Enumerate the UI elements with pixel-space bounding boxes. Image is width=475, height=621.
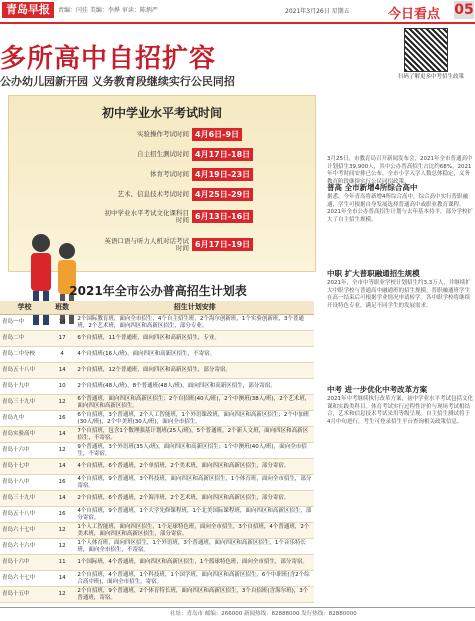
article-paragraph-2: 2021年，全市中等职业学校计划招生约3.3万人，并继续扩大中职学校与普通高中融通班的招生规模。普职融通班学生在高一结束后可根据学业情况申请转学。各中职学校将继续开设特色专业，满足不同学生的发展需求。 bbox=[327, 280, 471, 309]
issue-date: 2021年3月26日 星期五 bbox=[285, 8, 350, 15]
exam-name: 艺术、信息技术考试时间 bbox=[117, 190, 189, 198]
classes-cell: 14 bbox=[49, 427, 76, 443]
table-header-row bbox=[0, 301, 314, 315]
plan-cell: 6个自招班，11个普通班，面向四区和高新区招生，专业。 bbox=[75, 331, 314, 347]
table-body bbox=[0, 315, 314, 603]
newspaper-logo: 青岛早报 bbox=[2, 2, 54, 18]
exam-date-badge: 4月25日-29日 bbox=[192, 188, 253, 201]
classes-cell: 16 bbox=[49, 507, 76, 523]
table-row bbox=[0, 491, 314, 507]
school-cell: 青岛十五中 bbox=[0, 587, 49, 603]
table-row bbox=[0, 459, 314, 475]
plan-cell: 2个自招班，9个普通班，2个体育特长班，面向四区和高新区招生，3个自招班(含海尔班)，3个普通班，寄宿。 bbox=[75, 587, 314, 603]
school-cell: 青岛二中 bbox=[0, 331, 49, 347]
classes-cell: 12 bbox=[49, 395, 76, 411]
plan-cell: 4个自招班，6个普通班，2个单招班，2个美术班，面向四区和高新区招生，部分寄宿。 bbox=[75, 459, 314, 475]
exam-date-badge: 4月6日-9日 bbox=[192, 128, 242, 141]
classes-cell: 12 bbox=[49, 539, 76, 555]
plan-cell: 2个自招班，4个普通班，1个科技班，1个国学班，面向四区和高新区招生，6个中职班(含2个综合高中班)，面向全市招生，寄宿。 bbox=[75, 571, 314, 587]
exam-name: 自主招生测试时间 bbox=[137, 150, 189, 158]
exam-row bbox=[104, 238, 304, 258]
classes-cell: 14 bbox=[49, 459, 76, 475]
table-row bbox=[0, 427, 314, 443]
footer-text: 社址：青岛市 邮编：266000 新闻热线：82888000 发行热线：82880000 bbox=[170, 611, 357, 617]
table-row bbox=[0, 411, 314, 427]
school-cell: 青岛十六中 bbox=[0, 443, 49, 459]
table-row bbox=[0, 475, 314, 491]
plan-cell: 6个自招班，3个普通班，2个人工智能班，1个外语课改班，面向四区和高新区招生；2个中加班(30人/班)，2个中美班(30人/班)，面向全市招生。 bbox=[75, 411, 314, 427]
school-cell: 青岛十七中 bbox=[0, 459, 49, 475]
table-row bbox=[0, 539, 314, 555]
plan-cell: 1个国际班，4个普通班，面向四区和高新区招生，1个篮球特色班，面向全市招生，部分寄宿。 bbox=[75, 555, 314, 571]
exam-row bbox=[104, 168, 304, 182]
exam-row bbox=[104, 188, 304, 202]
exam-schedule-title: 初中学业水平考试时间 bbox=[101, 106, 222, 120]
school-cell: 青岛六十七中 bbox=[0, 523, 49, 539]
exam-name: 实验操作考试时间 bbox=[137, 130, 189, 138]
exam-row bbox=[104, 148, 304, 162]
school-cell: 青岛三十九中 bbox=[0, 395, 49, 411]
table-row bbox=[0, 523, 314, 539]
exam-date-badge: 4月19日-23日 bbox=[192, 168, 253, 181]
school-cell: 青岛三十九中 bbox=[0, 491, 49, 507]
page-footer bbox=[0, 607, 475, 621]
classes-cell: 17 bbox=[49, 331, 76, 347]
classes-cell: 14 bbox=[49, 571, 76, 587]
school-cell: 青岛二中分校 bbox=[0, 347, 49, 363]
table-row bbox=[0, 571, 314, 587]
masthead bbox=[0, 0, 475, 24]
school-cell: 青岛十六中 bbox=[0, 555, 49, 571]
table-row bbox=[0, 507, 314, 523]
table-row bbox=[0, 395, 314, 411]
plan-cell: 2个国际教育班，面向全市招生，4个自主招生班，2个海尔创新班，1个实验创新班，3个普通班，2个艺术班，面向四区和高新区招生，部分专业。 bbox=[75, 315, 314, 331]
editor-credits: 责编：闫佳 美编：李烨 审读：陈炳严 bbox=[58, 7, 158, 14]
article-subhead-3: 中考 进一步优化中考改革方案 bbox=[327, 385, 428, 394]
qr-caption: 扫码了解更多中考招生政策 bbox=[397, 74, 464, 80]
classes-cell: 10 bbox=[49, 379, 76, 395]
column-header-classes: 班数 bbox=[49, 301, 76, 315]
article-paragraph-1: 据悉，今年青岛将新增4所综合高中，综合高中实行普职融通，学生可根据自身发展选择普通高中或职业教育课程。2021年全市公办普高招生计划与去年基本持平，部分学校扩大了自主招生规模。 bbox=[327, 194, 473, 223]
classes-cell: 16 bbox=[49, 411, 76, 427]
table-row bbox=[0, 315, 314, 331]
exam-row bbox=[104, 210, 304, 230]
plan-cell: 2个自招班，6个普通班，2个海洋班，2个艺术班，面向四区和高新区招生，部分寄宿。 bbox=[75, 491, 314, 507]
school-cell: 青岛五十八中 bbox=[0, 363, 49, 379]
exam-date-badge: 6月17日-19日 bbox=[192, 238, 253, 251]
enrollment-plan-table bbox=[0, 301, 314, 603]
subheadline: 公办幼儿园新开园 义务教育段继续实行公民同招 bbox=[0, 75, 235, 88]
exam-row bbox=[104, 128, 304, 142]
plan-cell: 2个自招班(48人/班)，8个普通班(48人/班)，面向四区和高新区招生，部分寄宿。 bbox=[75, 379, 314, 395]
column-header-school: 学校 bbox=[0, 301, 49, 315]
classes-cell: 16 bbox=[49, 475, 76, 491]
school-cell: 青岛十八中 bbox=[0, 475, 49, 491]
exam-name: 初中学业水平考试文化课科目时间 bbox=[104, 209, 189, 224]
plan-cell: 4个自招班(16人/班)，面向四区和高新区招生，不寄宿。 bbox=[75, 347, 314, 363]
plan-cell: 4个自招班，9个普通班，1个大学先修课程班，1个北美国际课程班，面向四区和高新区招生，部分寄宿。 bbox=[75, 507, 314, 523]
classes-cell: 14 bbox=[49, 491, 76, 507]
exam-schedule-box bbox=[8, 95, 316, 272]
classes-cell: 12 bbox=[49, 587, 76, 603]
table-row bbox=[0, 363, 314, 379]
article-intro: 3月25日，市教育局召开新闻发布会，2021年全市普通高中计划招生39,900人，其中公办普高招生占比约68%。2021年中考时间安排已公布，全市小学入学人数总体稳定，义务教育阶段继续实行公民同招政策。 bbox=[327, 156, 473, 185]
article-paragraph-3: 2021年中考继续执行改革方案，初中学业水平考试包括文化课和实践类科目。体育考试实行过程性评价与现场考试相结合，艺术和信息技术考试采用等级呈现。自主招生测试将于4月中旬进行，考生可登录招生平台查询相关政策信息。 bbox=[327, 396, 473, 425]
school-cell: 青岛六十七中 bbox=[0, 571, 49, 587]
article-subhead-2: 中职 扩大普职融通招生规模 bbox=[327, 269, 420, 278]
plan-cell: 2个自招班，12个普通班，面向四区和高新区招生，部分寄宿。 bbox=[75, 363, 314, 379]
headline: 多所高中自招扩容 bbox=[0, 44, 217, 74]
article-subhead-1: 普高 全市新增4所综合高中 bbox=[327, 183, 418, 192]
school-cell: 青岛一中 bbox=[0, 315, 49, 331]
table-row bbox=[0, 379, 314, 395]
exam-name: 英语口语与听力人机对话考试时间 bbox=[104, 237, 189, 252]
school-cell: 青岛五十八中 bbox=[0, 507, 49, 523]
plan-cell: 4个自招班，9个普通班，3个科技班，面向四区和高新区招生，1个体育班，面向全市招生，部分寄宿。 bbox=[75, 475, 314, 491]
exam-name: 体育考试时间 bbox=[150, 170, 189, 178]
exam-date-badge: 4月17日-18日 bbox=[192, 148, 253, 161]
classes-cell: 12 bbox=[49, 523, 76, 539]
table-row bbox=[0, 331, 314, 347]
classes-cell: 14 bbox=[49, 363, 76, 379]
plan-cell: 1个人工智能班，面向四区招生，1个足球特色班，面向全市招生，3个自招班，4个普通班，2个美术班，面向四区和高新区招生，部分寄宿。 bbox=[75, 523, 314, 539]
table-row bbox=[0, 443, 314, 459]
table-row bbox=[0, 587, 314, 603]
exam-date-badge: 6月13日-16日 bbox=[192, 210, 253, 223]
plan-cell: 1个人体育班，面向四区招生，1个外语班，3个普通班，面向四区和高新区招生，1个音乐特长班，面向全市招生，不寄宿。 bbox=[75, 539, 314, 555]
plan-cell: 6个普通班，面向四区和高新区招生；2个自招班(40人/班)，2个中澳班(38人/班)，2个艺术班，面向四区和高新区招生。 bbox=[75, 395, 314, 411]
classes-cell: 14 bbox=[49, 315, 76, 331]
plan-table-title: 2021年全市公办普高招生计划表 bbox=[69, 284, 247, 298]
school-cell: 青岛九中 bbox=[0, 411, 49, 427]
page-number: 05 bbox=[454, 2, 474, 18]
classes-cell: 11 bbox=[49, 555, 76, 571]
classes-cell: 4 bbox=[49, 347, 76, 363]
school-cell: 青岛六十六中 bbox=[0, 539, 49, 555]
school-cell: 青岛实验高中 bbox=[0, 427, 49, 443]
table-row bbox=[0, 347, 314, 363]
table-row bbox=[0, 555, 314, 571]
qr-code-icon[interactable] bbox=[404, 28, 448, 72]
classes-cell: 12 bbox=[49, 443, 76, 459]
school-cell: 青岛十九中 bbox=[0, 379, 49, 395]
plan-cell: 9个普通班，3个外语班(35人/班)，面向四区和高新区招生；1个中澳班(40人/班)，面向全市招生，不寄宿。 bbox=[75, 443, 314, 459]
section-title: 今日看点 bbox=[388, 7, 441, 22]
plan-cell: 7个自招班，包含1个数理强基计划班(25人/班)，5个普通班，2个新人文班，面向四区和高新区招生，不寄宿。 bbox=[75, 427, 314, 443]
column-header-plan: 招生计划安排 bbox=[75, 301, 314, 315]
